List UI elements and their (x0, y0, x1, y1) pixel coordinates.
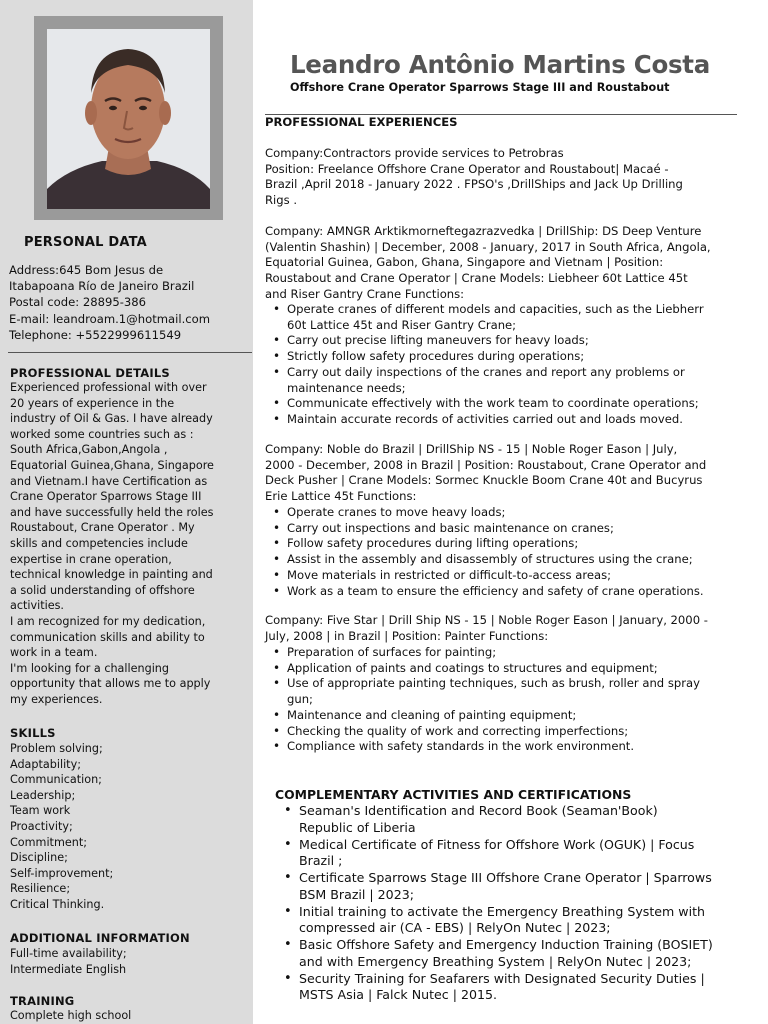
job-4-description (265, 613, 755, 644)
details-line: Roustabout, Crane Operator . My (10, 521, 195, 535)
job-line: July, 2008 | in Brazil | Position: Painter Functions: (265, 628, 549, 643)
personal-data-heading: PERSONAL DATA (24, 235, 147, 250)
skill-item: Team work (10, 804, 71, 818)
list-item: • Assist in the assembly and disassembly of structures using the crane; (265, 552, 755, 568)
list-item: • Carry out daily inspections of the cranes and report any problems or maintenance needs; (265, 365, 755, 396)
list-item: • Checking the quality of work and correcting imperfections; (265, 724, 755, 740)
list-item: • Carry out inspections and basic maintenance on cranes; (265, 521, 755, 537)
address-line-2: Itabapoana Río de Janeiro Brazil (9, 279, 195, 294)
details-line: South Africa,Gabon,Angola , (10, 443, 168, 457)
list-item: • Initial training to activate the Emergency Breathing System with compressed air (CA - EBS) | RelyOn Nutec | 2023; (275, 904, 755, 937)
skill-item: Self-improvement; (10, 866, 114, 880)
job-line: Equatorial Guinea, Gabon, Ghana, Singapore and Vietnam | Position: (265, 255, 664, 270)
training-heading: TRAINING (10, 994, 75, 1008)
list-item: • Security Training for Seafarers with Designated Security Duties | MSTS Asia | Falck Nutec | 2015. (275, 971, 755, 1004)
list-item: • Maintenance and cleaning of painting equipment; (265, 708, 755, 724)
details-line: technical knowledge in painting and (10, 568, 213, 582)
skill-item: Communication; (10, 773, 102, 787)
job-line: Company: AMNGR Arktikmorneftegazrazvedka | DrillShip: DS Deep Venture (265, 224, 702, 238)
personal-data-block (9, 262, 210, 343)
job-line: Deck Pusher | Crane Models: Sormec Knuckle Boom Crane 40t and Bucyrus (265, 473, 703, 488)
skill-item: Resilience; (10, 882, 71, 896)
job-line: Position: Freelance Offshore Crane Operator and Roustabout| Macaé - (265, 161, 669, 176)
additional-item: Intermediate English (10, 962, 127, 976)
list-item: • Operate cranes to move heavy loads; (265, 505, 755, 521)
portrait-image (47, 29, 210, 209)
email: E-mail: leandroam.1@hotmail.com (9, 311, 211, 326)
job-line: (Valentin Shashin) | December, 2008 - January, 2017 in South Africa, Angola, (265, 239, 711, 254)
main-content (253, 0, 768, 1024)
job-line: Erie Lattice 45t Functions: (265, 489, 417, 504)
job-1-description (265, 146, 755, 209)
skill-item: Leadership; (10, 788, 76, 802)
list-item: • Communicate effectively with the work team to coordinate operations; (265, 396, 755, 412)
job-2-description (265, 224, 755, 303)
details-line: activities. (10, 599, 64, 613)
details-line: Equatorial Guinea,Ghana, Singapore (10, 458, 214, 472)
additional-information-list (10, 946, 127, 977)
postal-code: Postal code: 28895-386 (9, 295, 147, 310)
job-line: Rigs . (265, 193, 298, 208)
skill-item: Commitment; (10, 835, 87, 849)
list-item: • Carry out precise lifting maneuvers for heavy loads; (265, 333, 755, 349)
list-item: • Preparation of surfaces for painting; (265, 645, 755, 661)
candidate-subtitle: Offshore Crane Operator Sparrows Stage III and Roustabout (290, 81, 670, 94)
job-line: and Riser Gantry Crane Functions: (265, 286, 465, 301)
profile-photo-frame (34, 16, 223, 220)
job-line: Roustabout and Crane Operator | Crane Models: Liebheer 60t Lattice 45t (265, 271, 688, 286)
job-2-functions-list (265, 302, 755, 428)
telephone: Telephone: +5522999611549 (9, 327, 182, 342)
list-item: • Strictly follow safety procedures during operations; (265, 349, 755, 365)
details-line: Crane Operator Sparrows Stage III (10, 490, 202, 504)
skill-item: Critical Thinking. (10, 897, 105, 911)
skill-item: Discipline; (10, 851, 68, 865)
professional-details-heading: PROFESSIONAL DETAILS (10, 366, 170, 380)
job-line: Company: Noble do Brazil | DrillShip NS - 15 | Noble Roger Eason | July, (265, 442, 678, 456)
list-item: • Work as a team to ensure the efficiency and safety of crane operations. (265, 584, 755, 600)
additional-item: Full-time availability; (10, 947, 127, 960)
list-item: • Maintain accurate records of activities carried out and loads moved. (265, 412, 755, 428)
details-line: skills and competencies include (10, 536, 188, 550)
skills-heading: SKILLS (10, 726, 56, 740)
certifications-list (275, 803, 755, 1004)
details-line: expertise in crane operation, (10, 552, 172, 566)
details-line: Experienced professional with over (10, 381, 207, 394)
details-line: communication skills and ability to (10, 630, 205, 644)
skill-item: Proactivity; (10, 819, 73, 833)
job-3-description (265, 442, 755, 505)
details-line: work in a team. (10, 646, 98, 660)
details-line: I'm looking for a challenging (10, 661, 170, 675)
details-line: I am recognized for my dedication, (10, 614, 206, 628)
list-item: • Operate cranes of different models and capacities, such as the Liebherr 60t Lattice 45t and Riser Gantry Crane; (265, 302, 755, 333)
training-item: Complete high school (10, 1009, 132, 1022)
sidebar-divider (8, 352, 252, 353)
details-line: and have successfully held the roles (10, 505, 214, 519)
list-item: • Follow safety procedures during lifting operations; (265, 536, 755, 552)
list-item: • Medical Certificate of Fitness for Offshore Work (OGUK) | Focus Brazil ; (275, 837, 755, 870)
details-line: my experiences. (10, 692, 103, 706)
list-item: • Use of appropriate painting techniques, such as brush, roller and spray gun; (265, 676, 755, 707)
details-line: and Vietnam.I have Certification as (10, 474, 208, 488)
list-item: • Seaman's Identification and Record Book (Seaman'Book) Republic of Liberia (275, 803, 755, 836)
sidebar (0, 0, 253, 1024)
skills-list (10, 741, 113, 913)
additional-information-heading: ADDITIONAL INFORMATION (10, 931, 190, 945)
skill-item: Adaptability; (10, 757, 81, 771)
candidate-name: Leandro Antônio Martins Costa (290, 50, 710, 79)
details-line: worked some countries such as : (10, 427, 194, 441)
details-line: a solid understanding of offshore (10, 583, 195, 597)
profile-photo (47, 29, 210, 209)
job-line: Brazil ,April 2018 - January 2022 . FPSO's ,DrillShips and Jack Up Drilling (265, 177, 683, 192)
job-line: 2000 - December, 2008 in Brazil | Position: Roustabout, Crane Operator and (265, 457, 707, 472)
training-list (10, 1008, 131, 1024)
list-item: • Application of paints and coatings to structures and equipment; (265, 661, 755, 677)
list-item: • Move materials in restricted or difficult-to-access areas; (265, 568, 755, 584)
job-4-functions-list (265, 645, 755, 755)
details-line: opportunity that allows me to apply (10, 677, 211, 691)
list-item: • Compliance with safety standards in the work environment. (265, 739, 755, 755)
skill-item: Problem solving; (10, 742, 103, 755)
job-3-functions-list (265, 505, 755, 599)
address-line-1: Address:645 Bom Jesus de (9, 263, 164, 277)
job-line: Company:Contractors provide services to Petrobras (265, 146, 564, 160)
certifications-heading: COMPLEMENTARY ACTIVITIES AND CERTIFICATIONS (275, 787, 632, 802)
job-line: Company: Five Star | Drill Ship NS - 15 | Noble Roger Eason | January, 2000 - (265, 613, 708, 627)
details-line: industry of Oil & Gas. I have already (10, 412, 213, 426)
professional-details-text (10, 380, 214, 707)
list-item: • Certificate Sparrows Stage III Offshore Crane Operator | Sparrows BSM Brazil | 2023; (275, 870, 755, 903)
details-line: 20 years of experience in the (10, 396, 175, 410)
professional-experiences-heading: PROFESSIONAL EXPERIENCES (265, 115, 458, 129)
list-item: • Basic Offshore Safety and Emergency Induction Training (BOSIET) and with Emergency Breathing System | RelyOn Nutec | 2023; (275, 937, 755, 970)
